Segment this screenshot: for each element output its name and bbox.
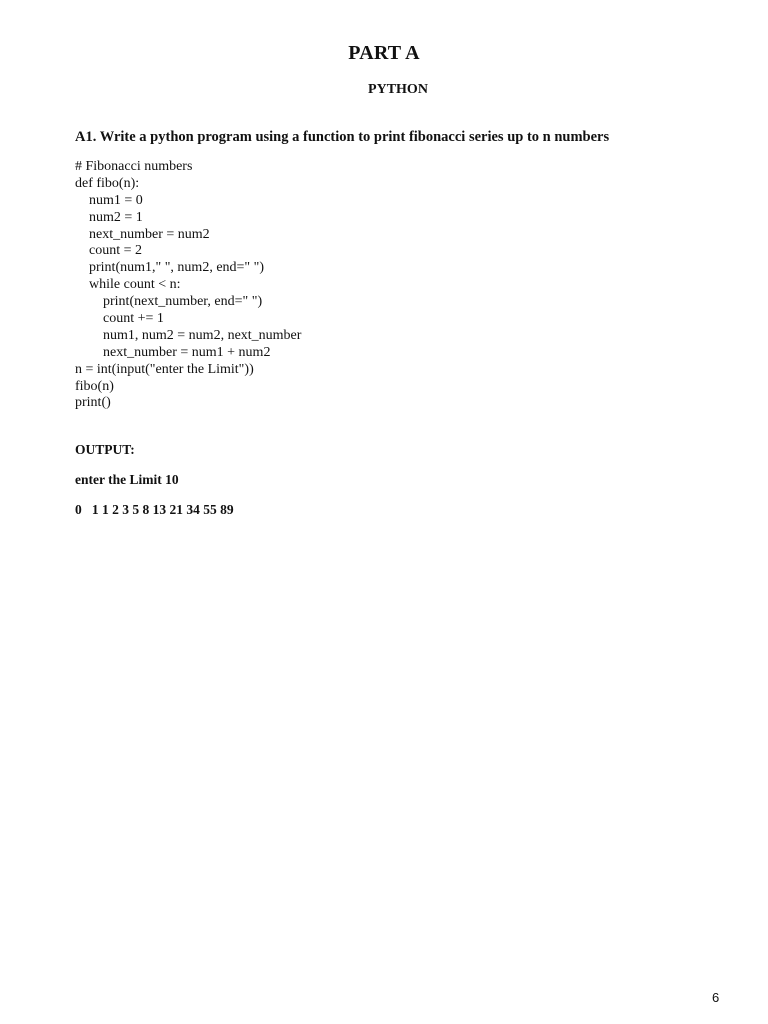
code-line: # Fibonacci numbers	[75, 159, 193, 174]
code-line: n = int(input("enter the Limit"))	[75, 361, 254, 377]
code-line: print(next_number, end=" ")	[75, 294, 263, 310]
code-line: count = 2	[75, 243, 142, 259]
output-result: 0 1 1 2 3 5 8 13 21 34 55 89	[75, 502, 234, 517]
code-line: num2 = 1	[75, 209, 143, 225]
code-block	[75, 159, 301, 412]
code-line: def fibo(n):	[75, 175, 140, 191]
question-heading: A1. Write a python program using a function to print fibonacci series up to n numbers	[75, 129, 610, 145]
subject-title: PYTHON	[368, 82, 428, 97]
code-line: next_number = num2	[75, 226, 210, 242]
code-line: while count < n:	[75, 277, 181, 293]
code-line: num1 = 0	[75, 192, 143, 208]
code-line: fibo(n)	[75, 378, 114, 394]
part-title: PART A	[348, 42, 420, 64]
code-line: print(num1," ", num2, end=" ")	[75, 260, 265, 276]
code-line: num1, num2 = num2, next_number	[75, 327, 302, 343]
code-line: print()	[75, 395, 111, 411]
code-line: count += 1	[75, 311, 164, 327]
output-heading: OUTPUT:	[75, 442, 135, 457]
output-prompt: enter the Limit 10	[75, 472, 179, 487]
page-number: 6	[712, 990, 720, 1005]
code-line: next_number = num1 + num2	[75, 344, 271, 360]
